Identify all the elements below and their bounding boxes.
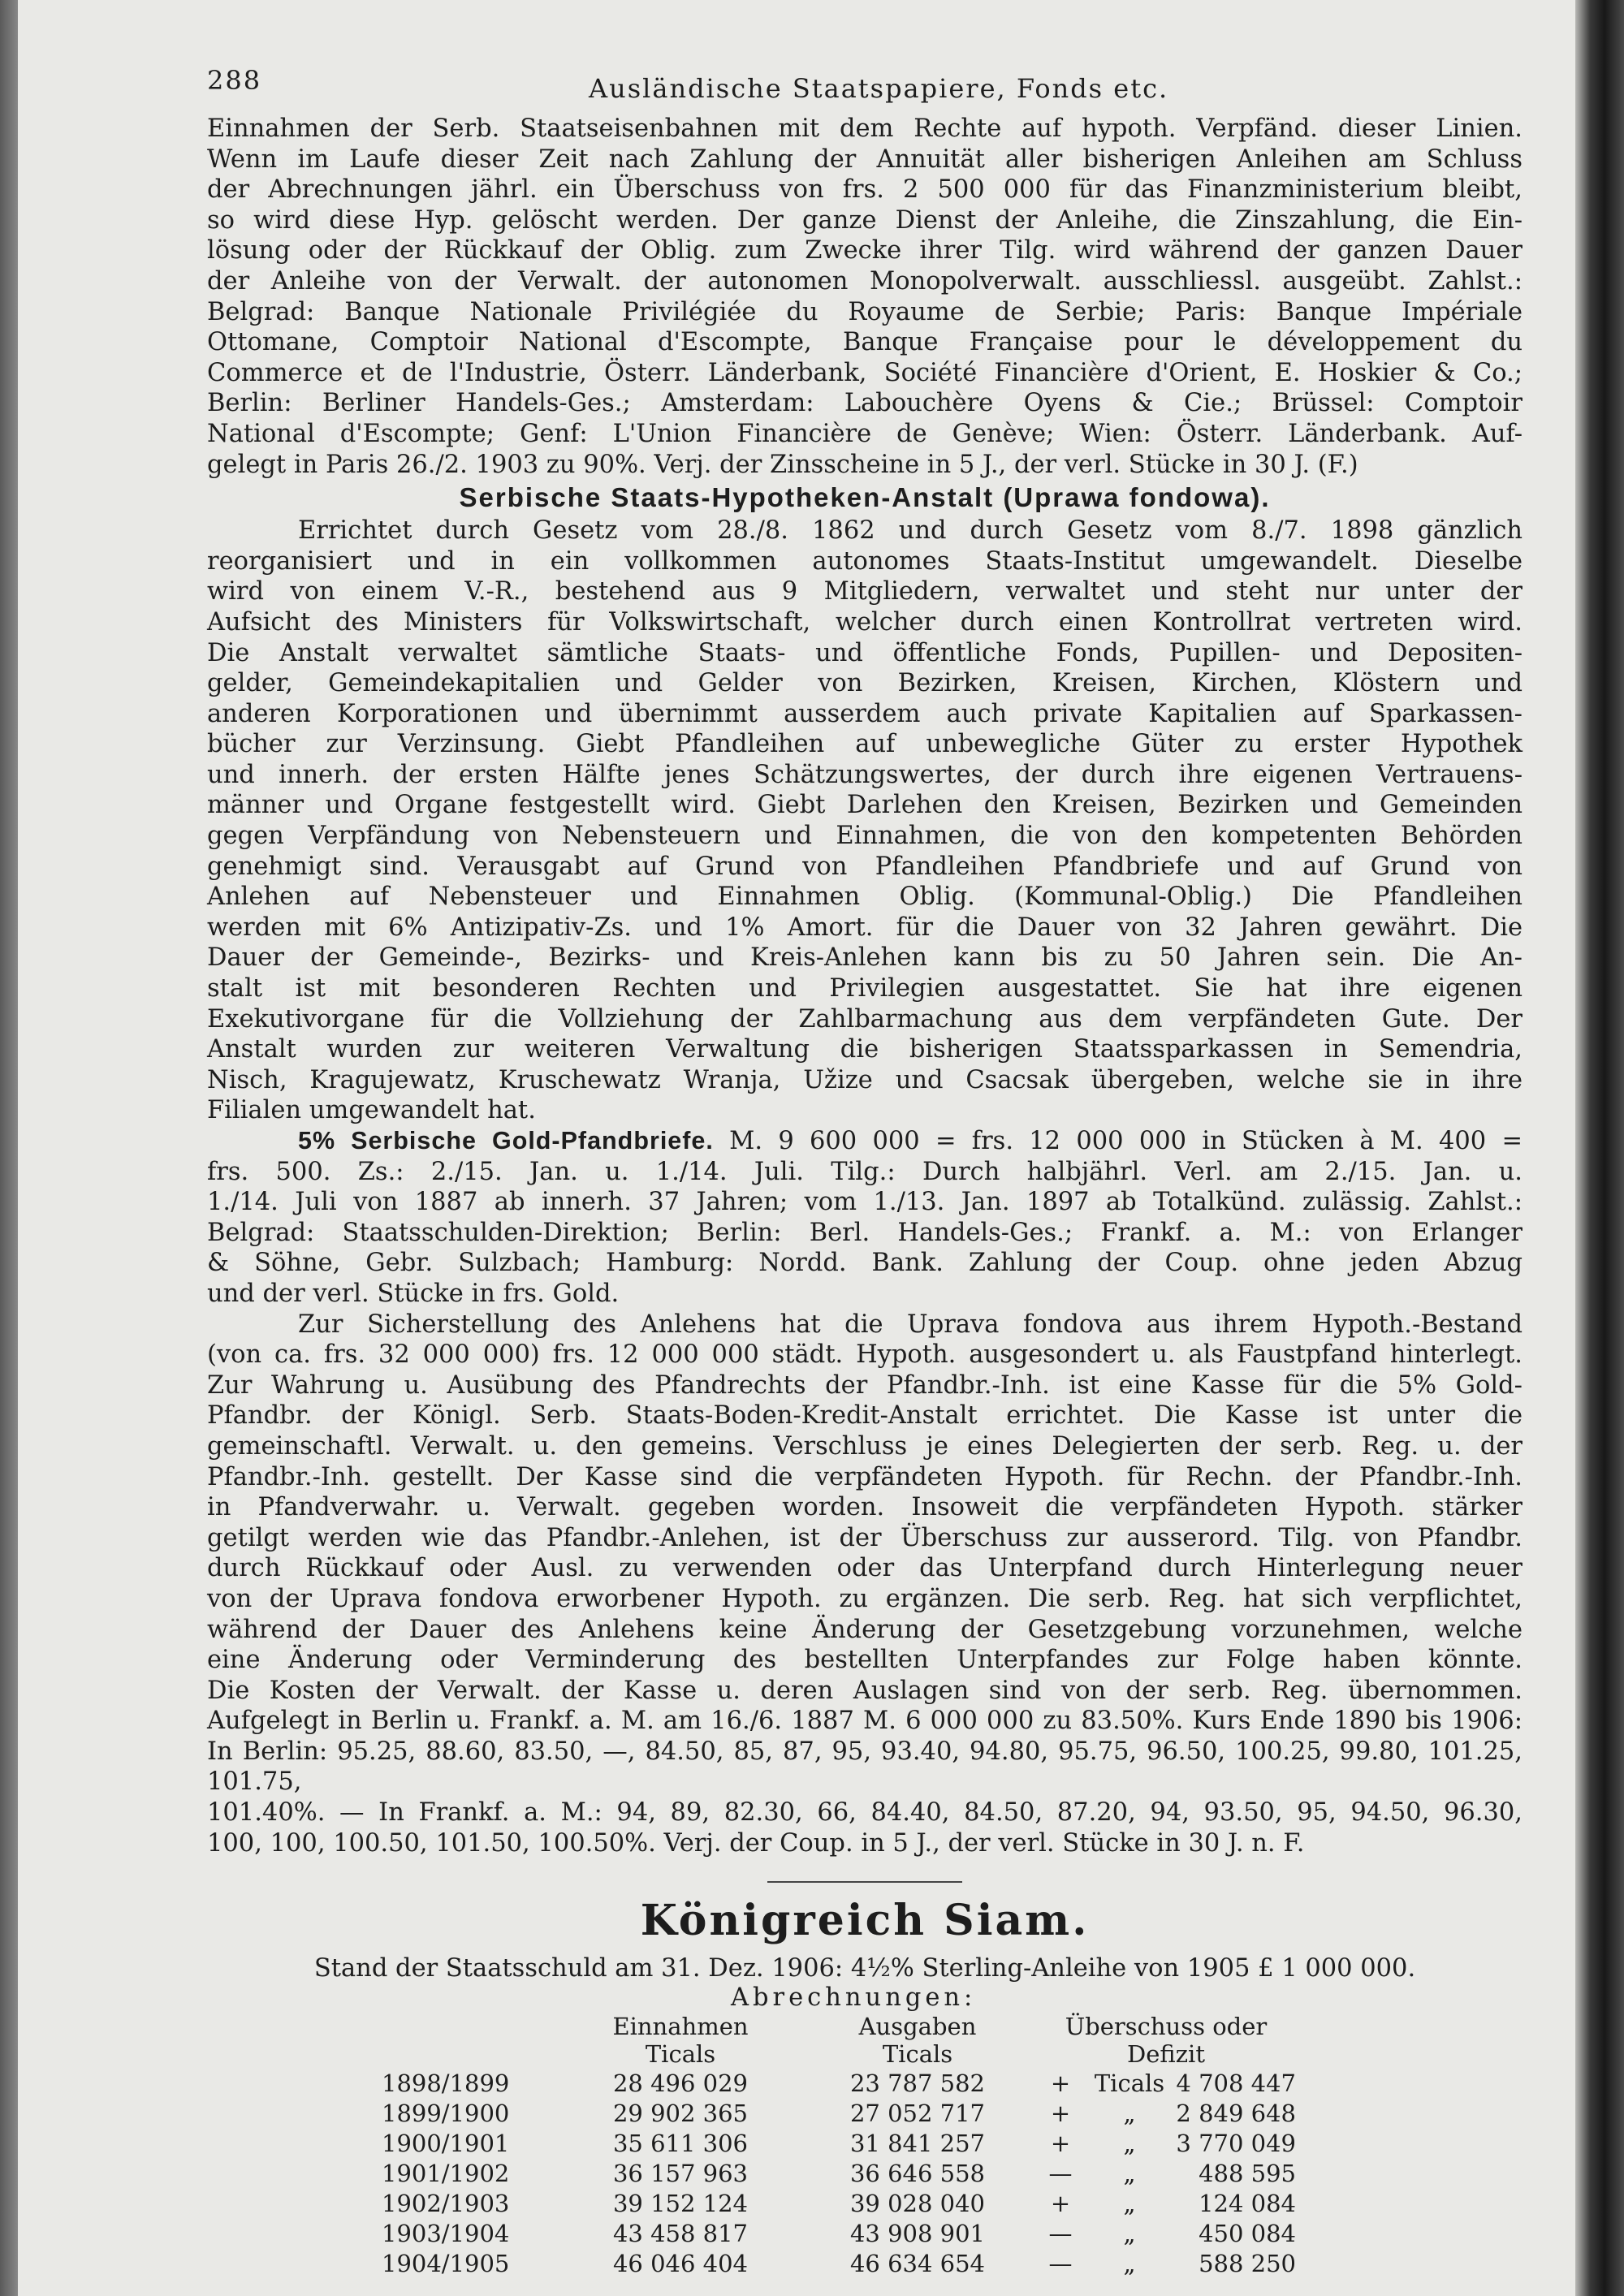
cell-einnahmen: 39 152 124 — [612, 2190, 749, 2218]
text-line: und innerh. der ersten Hälfte jenes Schätzungswertes, der durch ihre eigenen Vertrauens- — [207, 760, 1522, 789]
siam-abrechnungen-table — [382, 2012, 1296, 2279]
text-line: In Berlin: 95.25, 88.60, 83.50, —, 84.50, 85, 87, 95, 93.40, 94.80, 95.75, 96.50, 100.25, 99.80, 101.25, 101.75, — [207, 1737, 1522, 1797]
siam-abrechnungen-label: Abrechnungen: — [731, 1983, 977, 2013]
cell-sign: + — [1050, 2100, 1071, 2128]
cell-sign: + — [1050, 2190, 1071, 2218]
table-row — [382, 2249, 1296, 2279]
text-line: bücher zur Verzinsung. Giebt Pfandleihen auf unbewegliche Güter zu erster Hypothek — [207, 730, 1522, 759]
section-title: Serbische Staats-Hypotheken-Anstalt (Uprawa fondowa). — [459, 482, 1271, 513]
header-einnahmen — [562, 2012, 799, 2069]
cell-ausgaben: 23 787 582 — [849, 2069, 986, 2098]
text-line: wird von einem V.-R., bestehend aus 9 Mitgliedern, verwaltet und steht nur unter der — [207, 577, 1522, 606]
sicherstellung-paragraph — [207, 1310, 1522, 1859]
cell-sign: — — [1048, 2220, 1073, 2248]
table-row — [382, 2129, 1296, 2159]
header-defizit-label: Defizit — [1127, 2040, 1205, 2069]
table-row — [382, 2069, 1296, 2099]
cell-einnahmen: 43 458 817 — [612, 2220, 749, 2248]
cell-year: 1901/1902 — [382, 2160, 510, 2188]
cell-value: 488 595 — [1199, 2160, 1296, 2188]
text-line: der Anleihe von der Verwalt. der autonomen Monopolverwalt. ausschliessl. ausgeübt. Zahlst.: — [207, 266, 1522, 296]
table-row — [382, 2189, 1296, 2219]
text-line: National d'Escompte; Genf: L'Union Financière de Genève; Wien: Österr. Länderbank. Auf- — [207, 419, 1522, 448]
gold-paragraph — [207, 1126, 1522, 1310]
cell-einnahmen: 35 611 306 — [612, 2130, 749, 2158]
text-line: stalt ist mit besonderen Rechten und Privilegien ausgestattet. Sie hat ihre eigenen — [207, 974, 1522, 1003]
text-line: der Abrechnungen jährl. ein Überschuss von frs. 2 500 000 für das Finanzministerium bleibt, — [207, 175, 1522, 205]
page-header — [207, 49, 1522, 114]
cell-year: 1899/1900 — [382, 2100, 510, 2128]
table-header-row — [382, 2012, 1296, 2069]
text-line: genehmigt sind. Verausgabt auf Grund von Pfandleihen Pfandbriefe und auf Grund von — [207, 852, 1522, 881]
cell-unit: Ticals — [1094, 2069, 1165, 2098]
cell-value: 124 084 — [1199, 2190, 1296, 2218]
text-line: Ottomane, Comptoir National d'Escompte, Banque Française pour le développement du — [207, 328, 1522, 357]
cell-unit: „ — [1123, 2220, 1136, 2248]
header-ausgaben-label: Ausgaben — [858, 2013, 977, 2041]
text-line: in Pfandverwahr. u. Verwalt. gegeben worden. Insoweit die verpfändeten Hypoth. stärker — [207, 1493, 1522, 1522]
intro-paragraph — [207, 114, 1522, 480]
table-row — [382, 2099, 1296, 2129]
text-line: 101.40%. — In Frankf. a. M.: 94, 89, 82.30, 66, 84.40, 84.50, 87.20, 94, 93.50, 95, 94.50, 96.30, — [207, 1798, 1522, 1828]
cell-sign: — — [1048, 2250, 1073, 2278]
cell-value: 2 849 648 — [1176, 2100, 1296, 2128]
text-line: Die Kosten der Verwalt. der Kasse u. deren Auslagen sind von der serb. Reg. übernommen. — [207, 1676, 1522, 1705]
text-line: Pfandbr.-Inh. gestellt. Der Kasse sind die verpfändeten Hypoth. für Rechn. der Pfandbr.-Inh. — [207, 1462, 1522, 1491]
text-line: Dauer der Gemeinde-, Bezirks- und Kreis-Anlehen kann bis zu 50 Jahren sein. Die An- — [207, 943, 1522, 973]
text-line: während der Dauer des Anlehens keine Änderung der Gesetzgebung vorzunehmen, welche — [207, 1615, 1522, 1644]
cell-einnahmen: 36 157 963 — [612, 2160, 749, 2188]
anstalt-paragraph — [207, 516, 1522, 1126]
text-line: Belgrad: Banque Nationale Privilégiée du Royaume de Serbie; Paris: Banque Impériale — [207, 297, 1522, 326]
page-number: 288 — [207, 65, 262, 96]
text-line: von der Uprava fondova erworbener Hypoth. zu ergänzen. Die serb. Reg. hat sich verpflichtet, — [207, 1584, 1522, 1613]
cell-sign: + — [1050, 2130, 1071, 2158]
text-line: reorganisiert und in ein vollkommen autonomes Staats-Institut umgewandelt. Dieselbe — [207, 546, 1522, 576]
text-line: gegen Verpfändung von Nebensteuern und Einnahmen, die von den kompetenten Behörden — [207, 822, 1522, 851]
text-line: Einnahmen der Serb. Staatseisenbahnen mit dem Rechte auf hypoth. Verpfänd. dieser Linien. — [207, 114, 1522, 143]
page-content — [207, 49, 1522, 2279]
siam-title: Königreich Siam. — [640, 1896, 1090, 1946]
text-line: männer und Organe festgestellt wird. Giebt Darlehen den Kreisen, Bezirken und Gemeinden — [207, 791, 1522, 820]
cell-year: 1903/1904 — [382, 2220, 510, 2248]
text-line: Aufgelegt in Berlin u. Frankf. a. M. am 16./6. 1887 M. 6 000 000 zu 83.50%. Kurs Ende 1890 bis 1906: — [207, 1707, 1522, 1736]
header-year — [382, 2012, 562, 2069]
text-line: werden mit 6% Antizipativ-Zs. und 1% Amort. für die Dauer von 32 Jahren gewährt. Die — [207, 913, 1522, 942]
text-line: Anstalt wurden zur weiteren Verwaltung die bisherigen Staatssparkassen in Semendria, — [207, 1035, 1522, 1064]
cell-year: 1904/1905 — [382, 2250, 510, 2278]
header-ueberschuss — [1036, 2012, 1296, 2069]
gold-first-line-text: M. 9 600 000 = frs. 12 000 000 in Stücken à M. 400 = — [713, 1127, 1523, 1155]
text-line: eine Änderung oder Verminderung des bestellten Unterpfandes zur Folge haben könnte. — [207, 1646, 1522, 1675]
text-line: Pfandbr. der Königl. Serb. Staats-Boden-Kredit-Anstalt errichtet. Die Kasse ist unter die — [207, 1401, 1522, 1431]
header-ueberschuss-label: Überschuss oder — [1065, 2013, 1268, 2041]
text-line: Nisch, Kragujewatz, Kruschewatz Wranja, Užize und Csacsak übergeben, welche sie in ihre — [207, 1065, 1522, 1094]
cell-ausgaben: 43 908 901 — [849, 2220, 986, 2248]
text-line: Filialen umgewandelt hat. — [207, 1096, 536, 1125]
text-line: Aufsicht des Ministers für Volkswirtschaft, welcher durch einen Kontrollrat vertreten wird. — [207, 607, 1522, 637]
cell-unit: „ — [1123, 2130, 1136, 2158]
table-row — [382, 2159, 1296, 2189]
cell-ausgaben: 27 052 717 — [849, 2100, 986, 2128]
cell-unit: „ — [1123, 2250, 1136, 2278]
text-line: lösung oder der Rückkauf der Oblig. zum Zwecke ihrer Tilg. wird während der ganzen Dauer — [207, 236, 1522, 265]
cell-year: 1902/1903 — [382, 2190, 510, 2218]
cell-year: 1900/1901 — [382, 2130, 510, 2158]
text-line: Die Anstalt verwaltet sämtliche Staats- und öffentliche Fonds, Pupillen- und Depositen- — [207, 638, 1522, 667]
section-divider — [767, 1881, 962, 1883]
cell-einnahmen: 28 496 029 — [612, 2069, 749, 2098]
cell-einnahmen: 29 902 365 — [612, 2100, 749, 2128]
text-line: Zur Sicherstellung des Anlehens hat die Uprava fondova aus ihrem Hypoth.-Bestand — [298, 1310, 1522, 1339]
cell-einnahmen: 46 046 404 — [612, 2250, 749, 2278]
text-line: und der verl. Stücke in frs. Gold. — [207, 1279, 620, 1308]
text-line: 1./14. Juli von 1887 ab innerh. 37 Jahren; vom 1./13. Jan. 1897 ab Totalkünd. zulässig. Zahlst.: — [207, 1188, 1522, 1217]
text-line: frs. 500. Zs.: 2./15. Jan. u. 1./14. Juli. Tilg.: Durch halbjährl. Verl. am 2./15. Jan. u. — [207, 1157, 1522, 1186]
cell-unit: „ — [1123, 2160, 1136, 2188]
text-line: Berlin: Berliner Handels-Ges.; Amsterdam: Labouchère Oyens & Cie.; Brüssel: Comptoir — [207, 389, 1522, 418]
table-row — [382, 2219, 1296, 2249]
cell-unit: „ — [1123, 2100, 1136, 2128]
text-line: Wenn im Laufe dieser Zeit nach Zahlung der Annuität aller bisherigen Anleihen am Schluss — [207, 145, 1522, 174]
text-line: so wird diese Hyp. gelöscht werden. Der ganze Dienst der Anleihe, die Zinszahlung, die Ein- — [207, 205, 1522, 235]
cell-value: 3 770 049 — [1176, 2130, 1296, 2158]
text-line: Anlehen auf Nebensteuer und Einnahmen Oblig. (Kommunal-Oblig.) Die Pfandleihen — [207, 883, 1522, 912]
gold-first-line — [207, 1126, 1522, 1157]
header-ausgaben-unit: Ticals — [882, 2040, 953, 2069]
text-line: & Söhne, Gebr. Sulzbach; Hamburg: Nordd. Bank. Zahlung der Coup. ohne jeden Abzug — [207, 1249, 1522, 1278]
cell-value: 450 084 — [1199, 2220, 1296, 2248]
cell-year: 1898/1899 — [382, 2069, 510, 2098]
text-line: 100, 100, 100.50, 101.50, 100.50%. Verj. der Coup. in 5 J., der verl. Stücke in 30 J. n. F. — [207, 1828, 1305, 1858]
text-line: Commerce et de l'Industrie, Österr. Länderbank, Société Financière d'Orient, E. Hoskier & Co.; — [207, 358, 1522, 387]
text-line: Belgrad: Staatsschulden-Direktion; Berlin: Berl. Handels-Ges.; Frankf. a. M.: von Erlanger — [207, 1218, 1522, 1247]
header-ausgaben — [799, 2012, 1036, 2069]
cell-unit: „ — [1123, 2190, 1136, 2218]
cell-ausgaben: 46 634 654 — [849, 2250, 986, 2278]
cell-value: 588 250 — [1199, 2250, 1296, 2278]
cell-sign: + — [1050, 2069, 1071, 2098]
text-line: anderen Korporationen und übernimmt ausserdem auch private Kapitalien auf Sparkassen- — [207, 699, 1522, 728]
cell-sign: — — [1048, 2160, 1073, 2188]
text-line: gelder, Gemeindekapitalien und Gelder von Bezirken, Kreisen, Kirchen, Klöstern und — [207, 669, 1522, 698]
siam-stand: Stand der Staatsschuld am 31. Dez. 1906: 4½% Sterling-Anleihe von 1905 £ 1 000 000. — [313, 1954, 1416, 1983]
header-einnahmen-label: Einnahmen — [612, 2013, 749, 2041]
header-einnahmen-unit: Ticals — [645, 2040, 716, 2069]
text-line: gelegt in Paris 26./2. 1903 zu 90%. Verj. der Zinsscheine in 5 J., der verl. Stücke in 30 J. (F.) — [207, 450, 1358, 479]
text-line: (von ca. frs. 32 000 000) frs. 12 000 000 städt. Hypoth. ausgesondert u. als Faustpfand hinterlegt. — [207, 1340, 1522, 1370]
text-line: durch Rückkauf oder Ausl. zu verwenden oder das Unterpfand durch Hinterlegung neuer — [207, 1554, 1522, 1583]
cell-ausgaben: 36 646 558 — [849, 2160, 986, 2188]
book-edge-shadow — [1575, 0, 1624, 2296]
text-line: gemeinschaftl. Verwalt. u. den gemeins. Verschluss je eines Delegierten der serb. Reg. u. der — [207, 1431, 1522, 1461]
text-line: Errichtet durch Gesetz vom 28./8. 1862 und durch Gesetz vom 8./7. 1898 gänzlich — [298, 516, 1522, 546]
text-line: getilgt werden wie das Pfandbr.-Anlehen, ist der Überschuss zur ausserord. Tilg. von Pfandbr. — [207, 1523, 1522, 1552]
gold-title: 5% Serbische Gold-Pfandbriefe. — [298, 1127, 714, 1154]
running-title: Ausländische Staatspapiere, Fonds etc. — [589, 73, 1169, 104]
text-line: Exekutivorgane für die Vollziehung der Zahlbarmachung aus dem verpfändeten Gute. Der — [207, 1004, 1522, 1034]
cell-value: 4 708 447 — [1176, 2069, 1296, 2098]
text-line: Zur Wahrung u. Ausübung des Pfandrechts der Pfandbr.-Inh. ist eine Kasse für die 5% Gold- — [207, 1370, 1522, 1400]
cell-ausgaben: 31 841 257 — [849, 2130, 986, 2158]
cell-ausgaben: 39 028 040 — [849, 2190, 986, 2218]
